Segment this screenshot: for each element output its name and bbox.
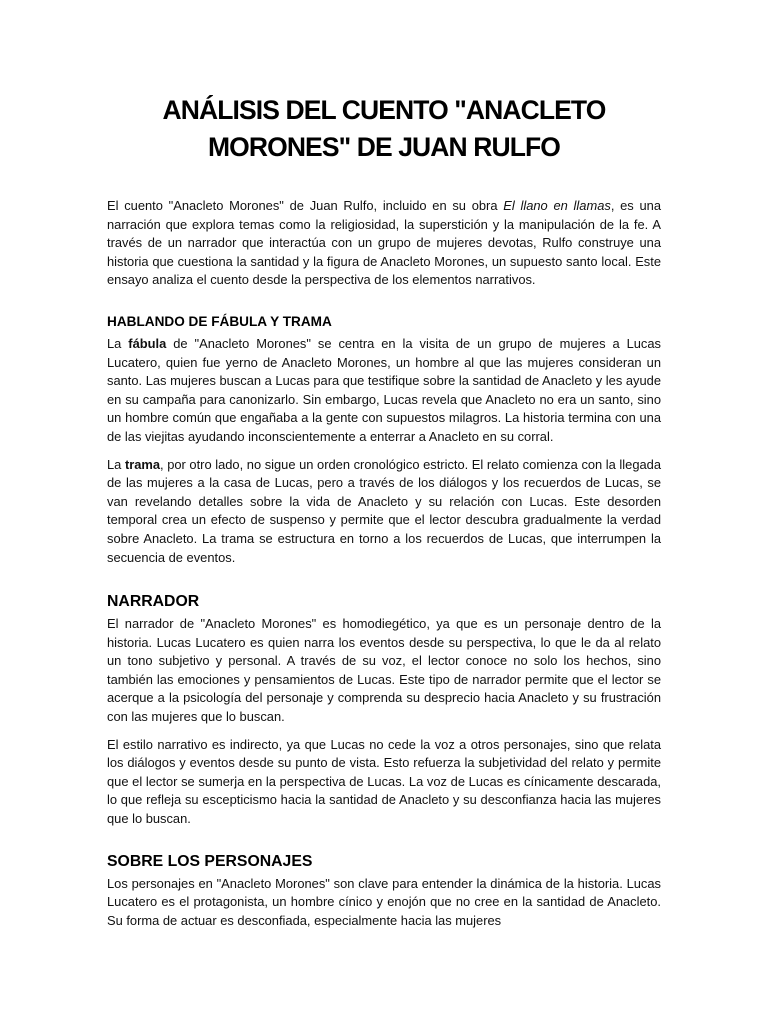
page-title-line-2: MORONES" DE JUAN RULFO	[207, 132, 560, 162]
document-page	[107, 92, 661, 930]
book-title-italic: El llano en llamas	[503, 198, 611, 213]
intro-text-start: El cuento "Anacleto Morones" de Juan Rulfo, incluido en su obra	[107, 198, 504, 213]
section-heading-personajes: SOBRE LOS PERSONAJES	[107, 852, 313, 870]
narrador-paragraph-2: El estilo narrativo es indirecto, ya que Lucas no cede la voz a otros personajes, sino que relata los diálogos y eventos desde su punto de vista. Esto refuerza la subjetividad del relato y permite que el lector se sumerja en la perspectiva de Lucas. La voz de Lucas es cínicamente descarada, lo que refleja su escepticismo hacia la santidad de Anacleto y su desconfianza hacia las mujeres que lo buscan.	[107, 736, 661, 827]
fabula-term-bold: fábula	[128, 335, 167, 351]
fabula-text-start: La	[107, 335, 129, 351]
section-heading-narrador: NARRADOR	[107, 593, 200, 611]
intro-text-end: , es una narración que explora temas como la religiosidad, la superstición y la manipulación de la fe. A través de un narrador que interactúa con un grupo de mujeres devotas, Rulfo construye una historia que cuestiona la santidad y la figura de Anacleto Morones, un supuesto santo local. Este ensayo analiza el cuento desde la perspectiva de los elementos narrativos.	[107, 198, 662, 288]
section-heading-fabula: HABLANDO DE FÁBULA Y TRAMA	[107, 313, 332, 329]
narrador-paragraph-1: El narrador de "Anacleto Morones" es homodiegético, ya que es un personaje dentro de la historia. Lucas Lucatero es quien narra los eventos desde su perspectiva, lo que le da al relato un tono subjetivo y personal. A través de su voz, el lector conoce no solo los hechos, sino también las emociones y pensamientos de Lucas. Este tipo de narrador permite que el lector se acerque a la psicología del personaje y comprenda su desprecio hacia Anacleto y su frustración con las mujeres que lo buscan.	[107, 616, 661, 725]
fabula-text-end: de "Anacleto Morones" se centra en la visita de un grupo de mujeres a Lucas Lucatero, quien fue yerno de Anacleto Morones, un hombre al que las mujeres consideran un santo. Las mujeres buscan a Lucas para que testifique sobre la santidad de Anacleto y les ayude en su campaña para canonizarlo. Sin embargo, Lucas revela que Anacleto no era un santo, sino un hombre común que engañaba a la gente con supuestos milagros. La historia termina con una de las viejitas ayudando inconscientemente a enterrar a Anacleto en su corral.	[107, 335, 661, 444]
trama-text-start: La	[107, 456, 125, 472]
trama-text-end: , por otro lado, no sigue un orden cronológico estricto. El relato comienza con la llegada de las mujeres a la casa de Lucas, pero a través de los diálogos y los recuerdos de Lucas, se van revelando detalles sobre la vida de Anacleto y su relación con Lucas. Este desorden temporal crea un efecto de suspenso y permite que el lector descubra gradualmente la verdad sobre Anacleto. La trama se estructura en torno a los recuerdos de Lucas, que interrumpen la secuencia de eventos.	[107, 456, 662, 565]
intro-paragraph	[107, 197, 661, 290]
trama-term-bold: trama	[124, 456, 161, 472]
personajes-paragraph: Los personajes en "Anacleto Morones" son clave para entender la dinámica de la historia. Lucas Lucatero es el protagonista, un hombre cínico y enojón que no cree en la santidad de Anacleto. Su forma de actuar es desconfiada, especialmente hacia las mujeres	[107, 875, 661, 928]
page-title	[107, 92, 661, 166]
fabula-paragraph	[107, 335, 661, 447]
page-title-line-1: ANÁLISIS DEL CUENTO "ANACLETO	[162, 95, 606, 125]
trama-paragraph	[107, 456, 661, 568]
